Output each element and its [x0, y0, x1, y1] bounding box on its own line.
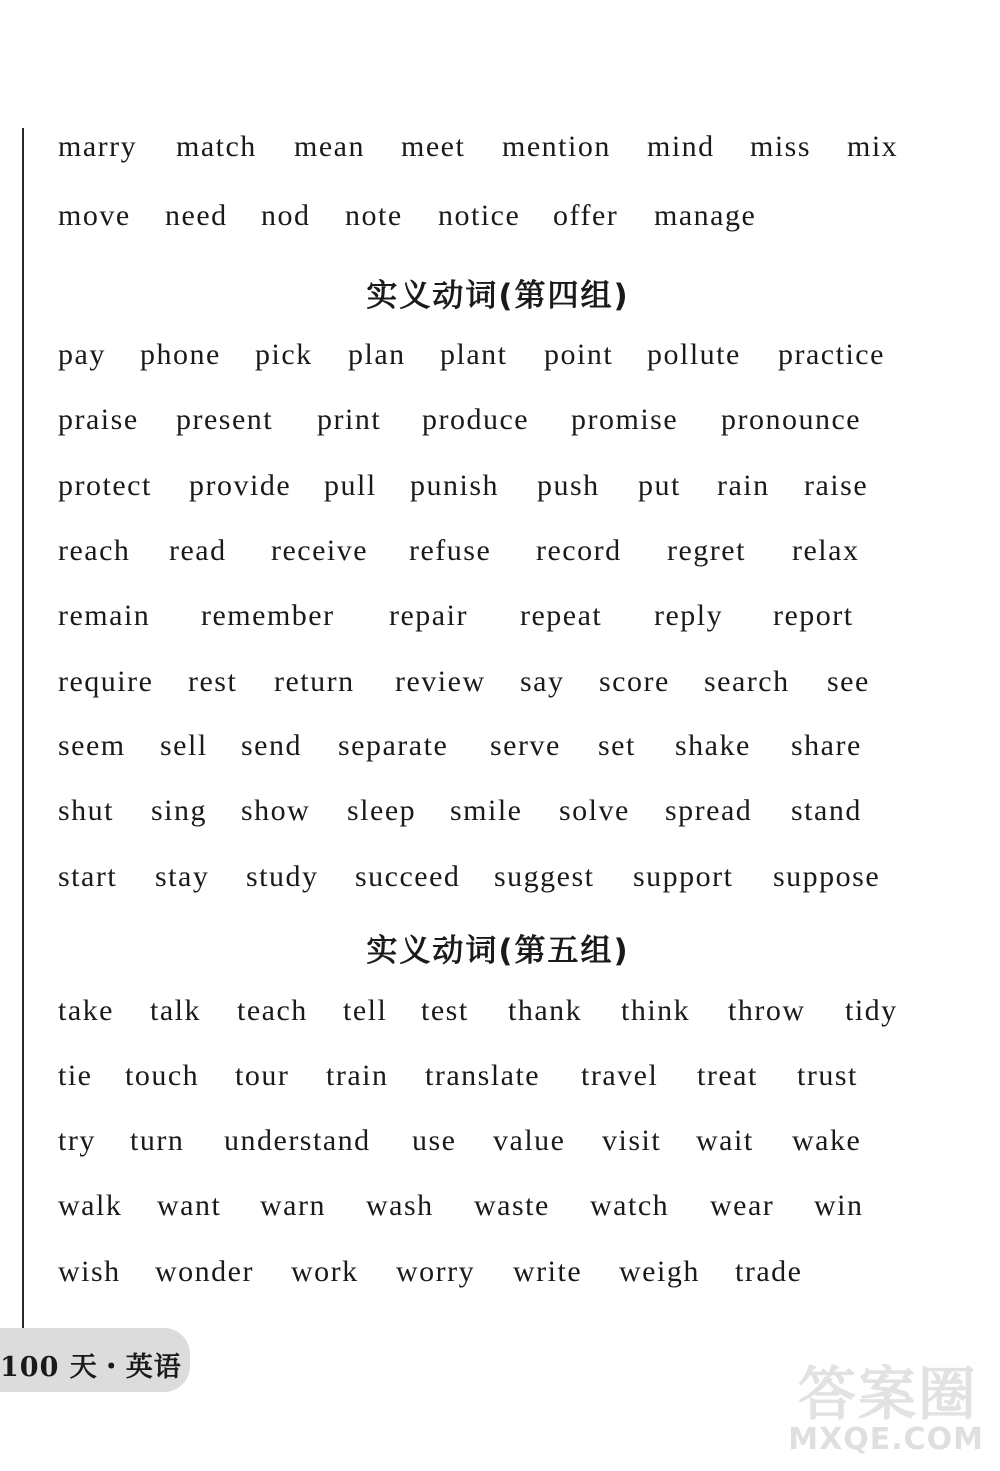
word: understand [224, 1124, 371, 1157]
word: spread [665, 794, 753, 827]
word: shake [675, 729, 751, 762]
word: print [317, 403, 382, 436]
word: write [513, 1255, 583, 1288]
word: talk [150, 994, 201, 1027]
watermark [748, 1347, 988, 1457]
word: meet [401, 130, 466, 163]
word: rest [188, 665, 238, 698]
footer-label: 100 天・英语 [0, 1352, 182, 1383]
word: start [58, 860, 118, 893]
word: sing [151, 794, 208, 827]
word: sell [160, 729, 208, 762]
word: wonder [155, 1255, 254, 1288]
word: stay [155, 860, 210, 893]
word: raise [804, 469, 869, 502]
word: mean [294, 130, 365, 163]
margin-rule [22, 128, 24, 1333]
word: repair [389, 599, 468, 632]
word: miss [750, 130, 812, 163]
word: suggest [494, 860, 595, 893]
word: wish [58, 1255, 121, 1288]
word: value [493, 1124, 566, 1157]
word: plan [348, 338, 406, 371]
word: warn [260, 1189, 326, 1222]
word: support [633, 860, 734, 893]
word: put [638, 469, 681, 502]
word: wash [366, 1189, 434, 1222]
word: show [241, 794, 311, 827]
word: wear [710, 1189, 775, 1222]
word: walk [58, 1189, 123, 1222]
word: share [791, 729, 862, 762]
word: remember [201, 599, 335, 632]
word: repeat [520, 599, 603, 632]
word: sleep [347, 794, 417, 827]
word: worry [396, 1255, 476, 1288]
word: teach [237, 994, 308, 1027]
word: pick [255, 338, 313, 371]
word: trust [797, 1059, 858, 1092]
word: seem [58, 729, 126, 762]
word: want [157, 1189, 222, 1222]
word: say [520, 665, 565, 698]
word: think [621, 994, 691, 1027]
word: note [345, 199, 403, 232]
word: suppose [773, 860, 881, 893]
word: weigh [619, 1255, 700, 1288]
word: win [814, 1189, 864, 1222]
word: relax [792, 534, 860, 567]
section-heading-group5: 实义动词(第五组) [366, 933, 630, 969]
word: pronounce [721, 403, 862, 436]
word: tell [343, 994, 388, 1027]
word: use [412, 1124, 457, 1157]
watermark-logo: 答案圈 [797, 1360, 978, 1428]
word: see [827, 665, 870, 698]
word: search [704, 665, 790, 698]
word: wait [696, 1124, 754, 1157]
word: treat [697, 1059, 758, 1092]
word: need [165, 199, 228, 232]
word: regret [667, 534, 746, 567]
word: turn [130, 1124, 185, 1157]
word: protect [58, 469, 152, 502]
word: tour [235, 1059, 290, 1092]
word: train [326, 1059, 389, 1092]
word: touch [125, 1059, 200, 1092]
word: match [176, 130, 257, 163]
section-heading-group4: 实义动词(第四组) [366, 278, 630, 314]
word: rain [717, 469, 770, 502]
word: translate [425, 1059, 541, 1092]
word: stand [791, 794, 862, 827]
word: move [58, 199, 131, 232]
word: record [536, 534, 622, 567]
word: mention [502, 130, 611, 163]
word: punish [410, 469, 500, 502]
word: reach [58, 534, 131, 567]
word: thank [508, 994, 583, 1027]
word: send [241, 729, 302, 762]
word: notice [438, 199, 521, 232]
word: pull [324, 469, 377, 502]
word: practice [778, 338, 885, 371]
word: solve [559, 794, 630, 827]
word: succeed [355, 860, 461, 893]
word: provide [189, 469, 292, 502]
word: smile [450, 794, 523, 827]
word: report [773, 599, 854, 632]
word: visit [602, 1124, 662, 1157]
word: refuse [409, 534, 492, 567]
word: return [274, 665, 355, 698]
word: offer [553, 199, 619, 232]
word: study [246, 860, 319, 893]
word: tie [58, 1059, 93, 1092]
word: promise [571, 403, 679, 436]
word: watch [590, 1189, 670, 1222]
word: nod [261, 199, 311, 232]
word: remain [58, 599, 151, 632]
word: read [169, 534, 227, 567]
watermark-url: MXQE.COM [788, 1422, 984, 1457]
word: waste [474, 1189, 550, 1222]
word: serve [490, 729, 561, 762]
word: receive [271, 534, 369, 567]
word: work [291, 1255, 359, 1288]
word: pollute [647, 338, 741, 371]
word: mix [847, 130, 899, 163]
word: test [421, 994, 469, 1027]
word: plant [440, 338, 508, 371]
word: set [598, 729, 636, 762]
word: try [58, 1124, 96, 1157]
word: present [176, 403, 274, 436]
word: tidy [845, 994, 898, 1027]
word: trade [735, 1255, 803, 1288]
word: shut [58, 794, 115, 827]
word: wake [792, 1124, 862, 1157]
word: point [544, 338, 614, 371]
word: push [537, 469, 600, 502]
word: take [58, 994, 114, 1027]
word: throw [728, 994, 806, 1027]
word: produce [422, 403, 530, 436]
word: praise [58, 403, 139, 436]
word: separate [338, 729, 449, 762]
word: pay [58, 338, 106, 371]
word: score [599, 665, 670, 698]
word: reply [654, 599, 724, 632]
word: phone [140, 338, 221, 371]
word: mind [647, 130, 715, 163]
word: marry [58, 130, 138, 163]
word: manage [654, 199, 757, 232]
word: travel [581, 1059, 659, 1092]
word: review [395, 665, 486, 698]
word: require [58, 665, 154, 698]
